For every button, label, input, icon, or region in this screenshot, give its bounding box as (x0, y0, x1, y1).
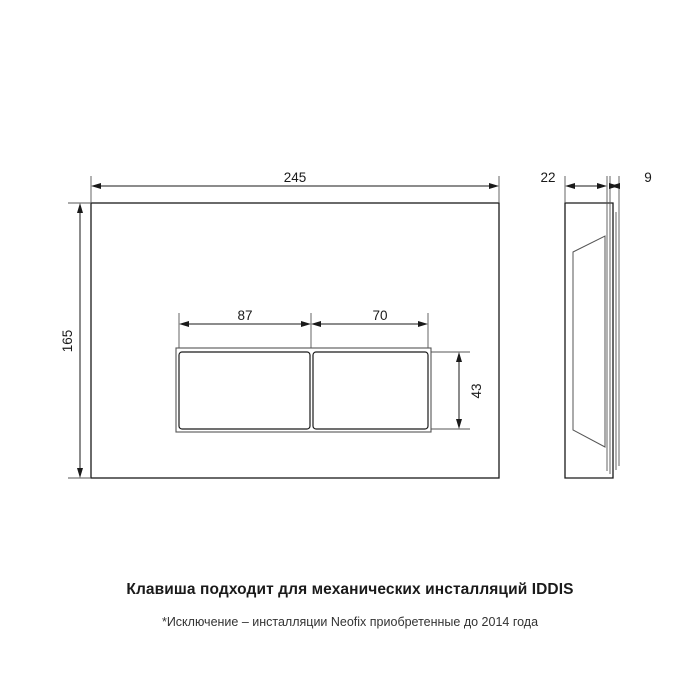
arrow-height-bottom (77, 468, 83, 478)
front-plate-outline (91, 203, 499, 478)
dim-label-lip: 9 (644, 170, 652, 185)
dim-label-button-right: 70 (372, 308, 388, 323)
button-right (313, 352, 428, 429)
side-inner-recess (573, 236, 605, 447)
caption-sub: *Исключение – инсталляции Neofix приобретенные до 2014 года (161, 615, 539, 629)
arrow-btn-h-bottom (456, 419, 462, 429)
arrow-width-left (91, 183, 101, 189)
arrow-btn-right-b (418, 321, 428, 327)
caption-block (0, 580, 700, 631)
button-left (179, 352, 310, 429)
arrow-height-top (77, 203, 83, 213)
arrow-btn-right-a (311, 321, 321, 327)
arrow-btn-left-b (301, 321, 311, 327)
arrow-depth-right (597, 183, 607, 189)
arrow-btn-left-a (179, 321, 189, 327)
dim-label-button-left: 87 (237, 308, 253, 323)
button-block-outline (176, 348, 431, 432)
arrow-depth-left (565, 183, 575, 189)
arrow-width-right (489, 183, 499, 189)
dim-label-height: 165 (60, 329, 75, 353)
dim-label-width: 245 (283, 170, 307, 185)
dim-label-button-height: 43 (469, 383, 484, 399)
caption-main: Клавиша подходит для механических инсталляций IDDIS (126, 581, 574, 598)
arrow-btn-h-top (456, 352, 462, 362)
dim-label-depth: 22 (540, 170, 556, 185)
